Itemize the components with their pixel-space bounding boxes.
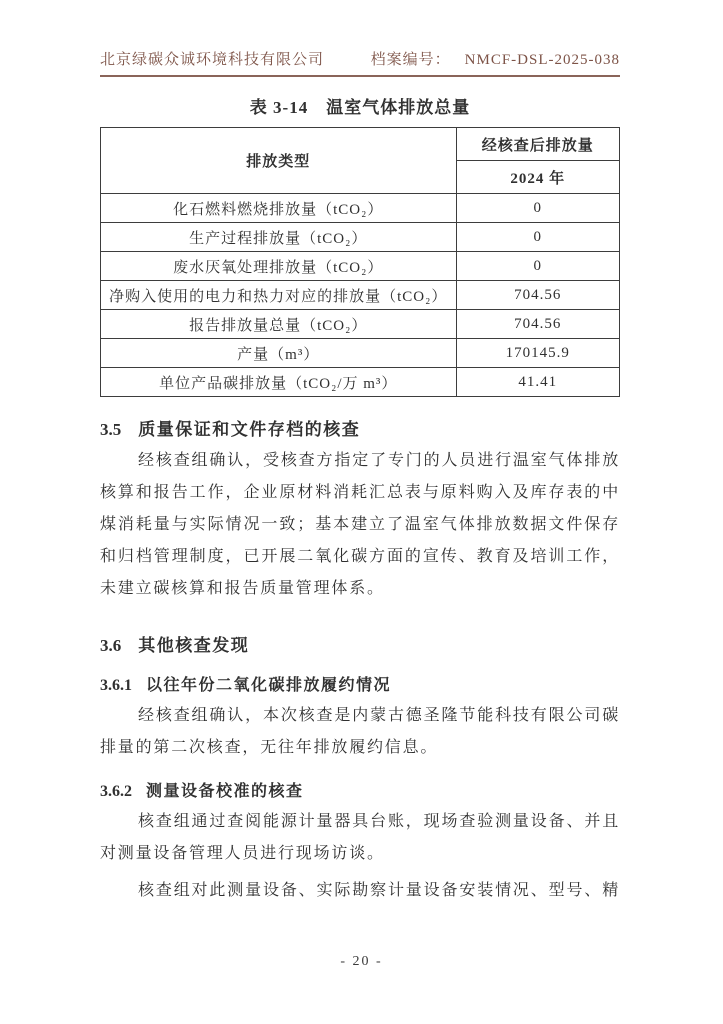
table-row [101,281,620,310]
row-label: 产量（m³） [101,339,457,368]
section-heading-3-6 [100,631,620,656]
row-label: 化石燃料燃烧排放量（tCO₂） [101,194,457,223]
row-value: 0 [456,252,620,281]
section-title: 其他核查发现 [138,636,250,655]
table-row [101,339,620,368]
paragraph-3-6-2-b: 核查组对此测量设备、实际勘察计量设备安装情况、型号、精 [138,882,620,899]
table-title: 表 3-14 温室气体排放总量 [249,98,471,117]
section-heading-3-6-2 [100,778,620,801]
archive-number: NMCF-DSL-2025-038 [464,52,620,68]
archive-info [371,50,620,70]
section-number: 3.6.1 [100,677,132,694]
section-title: 以往年份二氧化碳排放履约情况 [146,677,392,694]
header-divider [100,75,620,77]
row-label: 净购入使用的电力和热力对应的排放量（tCO₂） [101,281,457,310]
section-heading-3-6-1 [100,672,620,695]
section-title: 测量设备校准的核查 [146,783,304,800]
emissions-table [100,127,620,397]
col-header-year: 2024 年 [456,161,620,194]
page-number: - 20 - [340,954,383,969]
row-value: 170145.9 [456,339,620,368]
table-row [101,252,620,281]
paragraph-3-6-1: 经核查组确认，本次核查是内蒙古德圣隆节能科技有限公司碳排量的第二次核查，无往年排放履约信息。 [100,707,620,756]
table-row [101,223,620,252]
row-label: 废水厌氧处理排放量（tCO₂） [101,252,457,281]
row-label: 单位产品碳排放量（tCO₂/万 m³） [101,368,457,397]
row-value: 704.56 [456,310,620,339]
row-label: 报告排放量总量（tCO₂） [101,310,457,339]
table-row [101,310,620,339]
row-value: 41.41 [456,368,620,397]
section-number: 3.6.2 [100,783,132,800]
archive-label: 档案编号： [370,52,451,68]
section-number: 3.5 [100,420,122,439]
row-value: 0 [456,194,620,223]
table-row [101,194,620,223]
col-header-verified: 经核查后排放量 [456,128,620,161]
table-row [101,368,620,397]
section-heading-3-5 [100,415,620,440]
section-number: 3.6 [100,636,122,655]
table-header-row-1 [101,128,620,161]
col-header-emission-type: 排放类型 [101,128,457,194]
paragraph-3-5: 经核查组确认，受核查方指定了专门的人员进行温室气体排放核算和报告工作，企业原材料消耗汇总表与原料购入及库存表的中煤消耗量与实际情况一致；基本建立了温室气体排放数据文件保存和归档管理制度，已开展二氧化碳方面的宣传、教育及培训工作，未建立碳核算和报告质量管理体系。 [100,452,620,597]
paragraph-3-6-2-a: 核查组通过查阅能源计量器具台账，现场查验测量设备、并且对测量设备管理人员进行现场访谈。 [100,813,620,862]
row-value: 704.56 [456,281,620,310]
page-header [100,50,620,70]
section-title: 质量保证和文件存档的核查 [138,420,361,439]
company-name: 北京绿碳众诚环境科技有限公司 [100,52,325,68]
row-value: 0 [456,223,620,252]
row-label: 生产过程排放量（tCO₂） [101,223,457,252]
